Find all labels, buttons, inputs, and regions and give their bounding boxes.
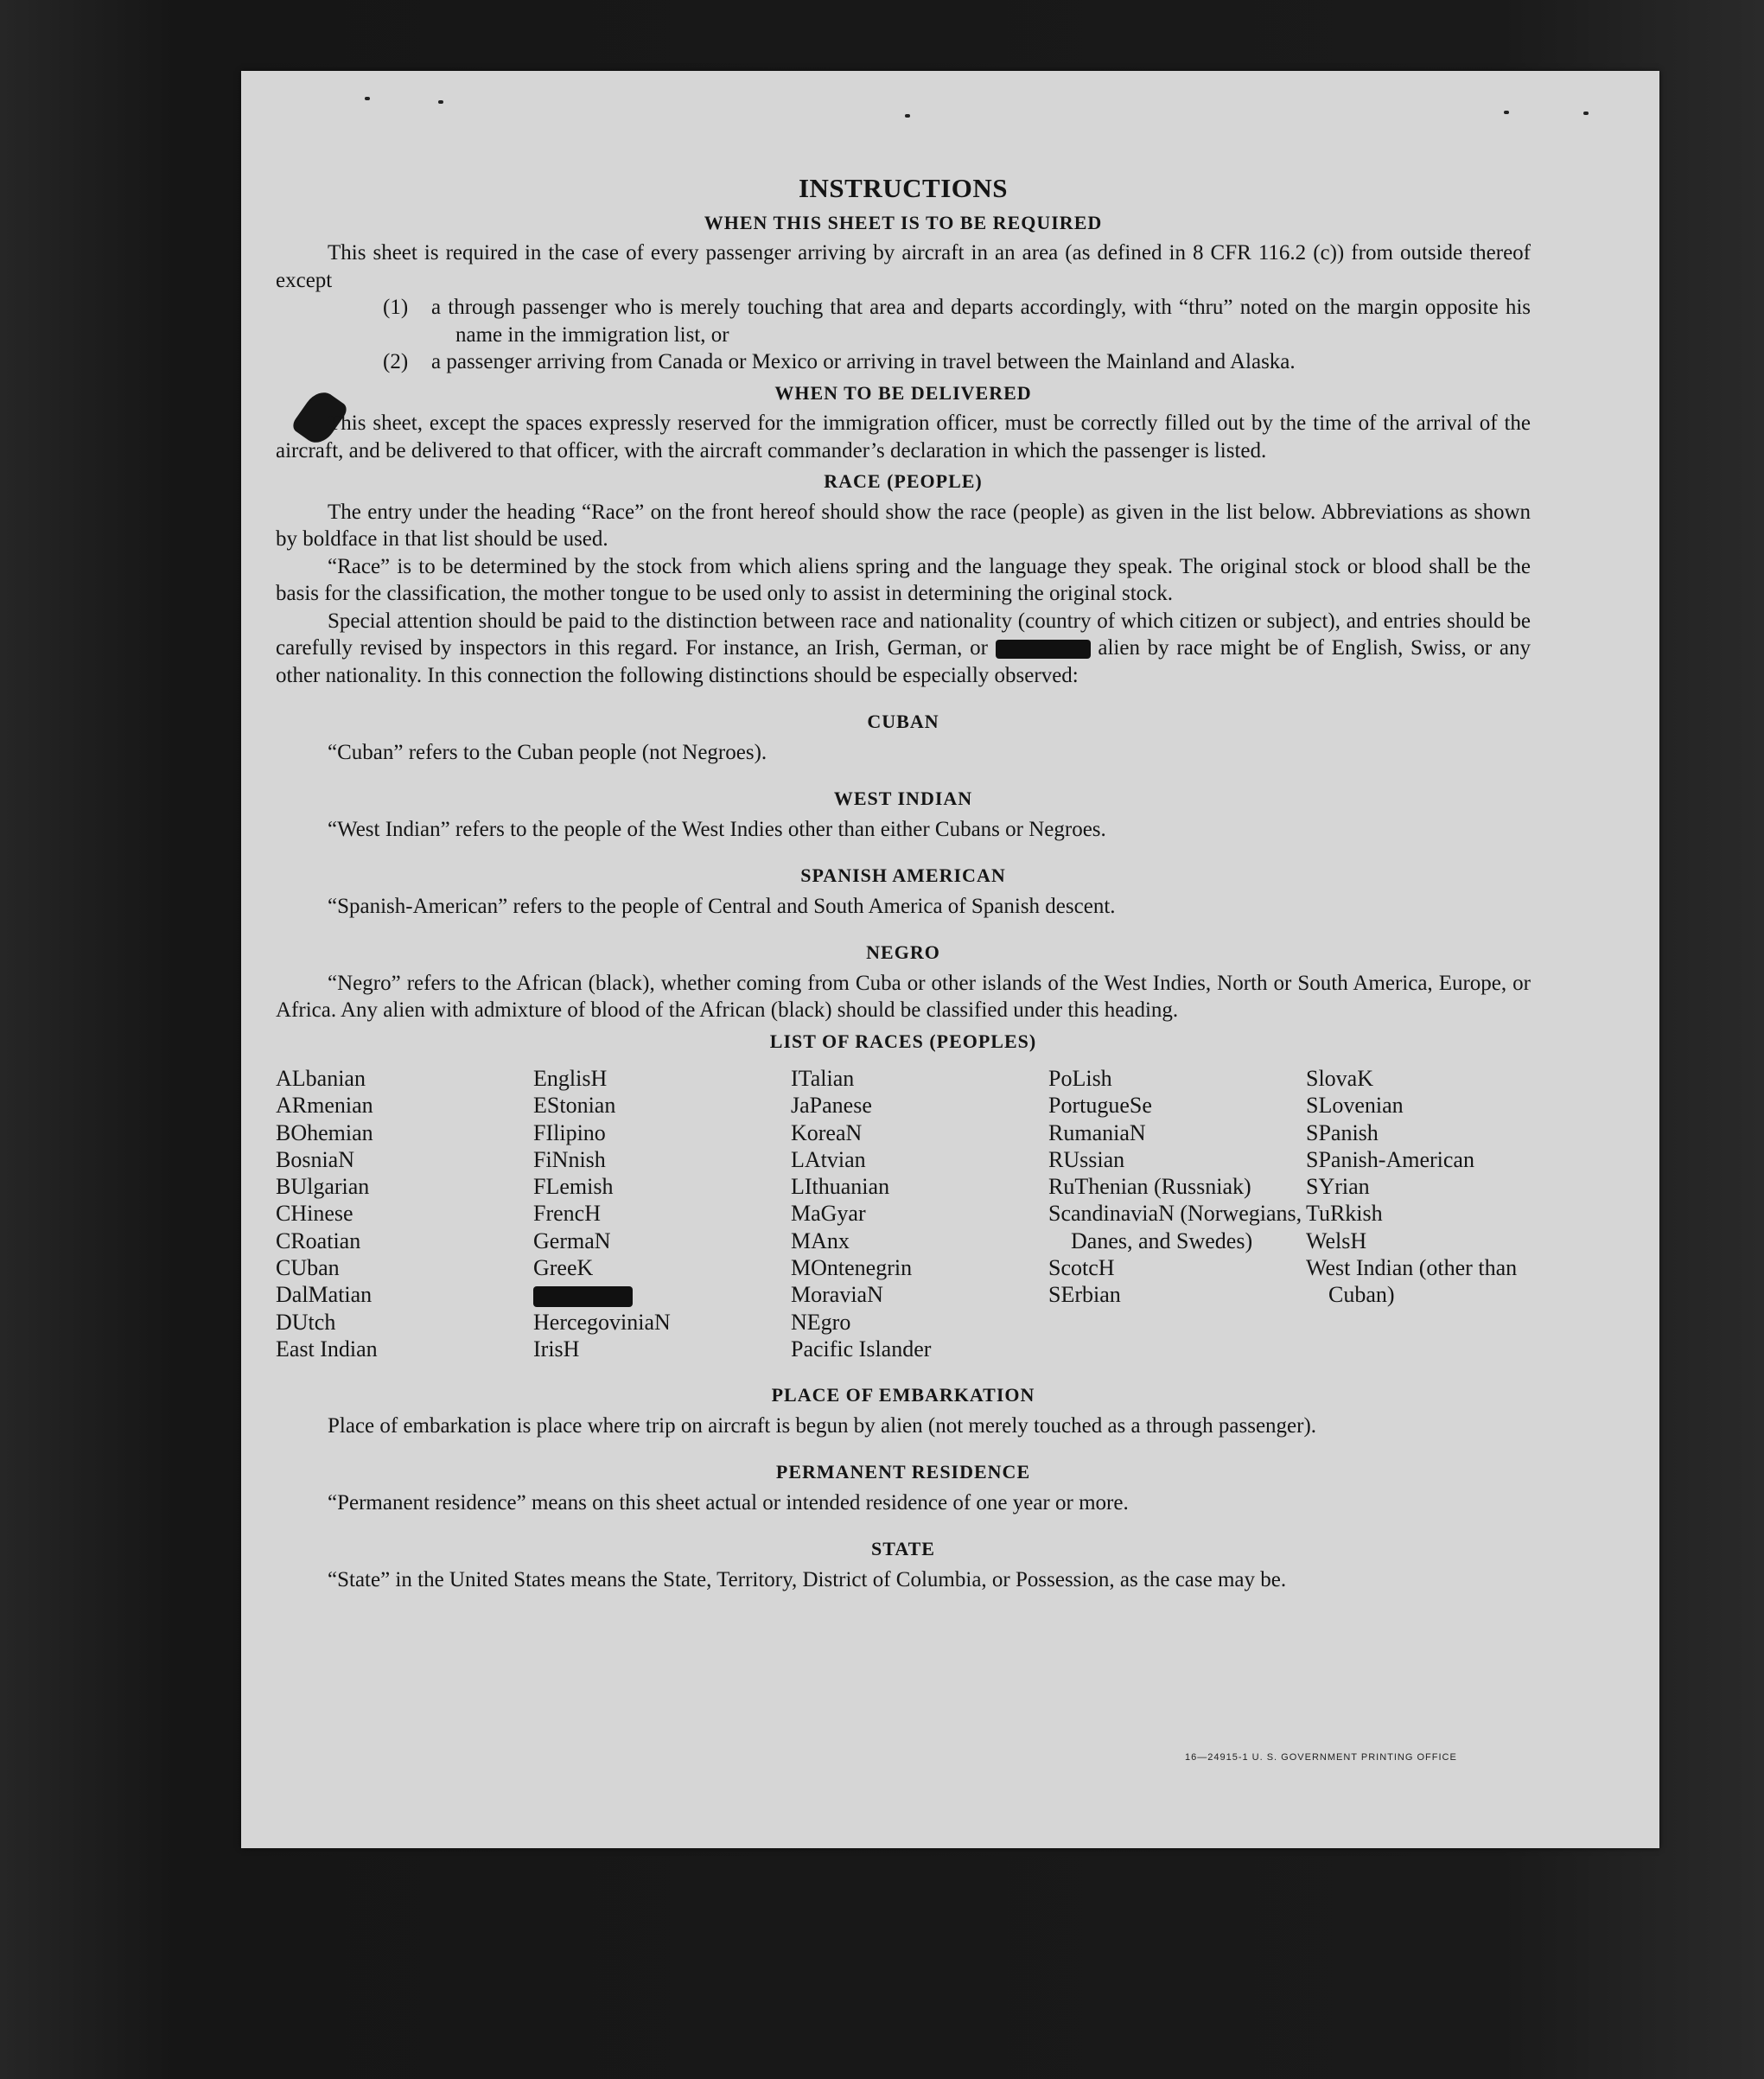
race-entry: ITalian: [791, 1066, 855, 1091]
race-entry: SErbian: [1048, 1282, 1121, 1308]
race-entry: LAtvian: [791, 1146, 866, 1172]
heading-negro: NEGRO: [866, 941, 940, 963]
race-paragraph-2: “Race” is to be determined by the stock from which aliens spring and the language they speak. The original stock or blood shall be the basis for the classification, the mother tongue to be used only to assist in determining the original stock.: [276, 554, 1531, 605]
heading-when-required: WHEN THIS SHEET IS TO BE REQUIRED: [704, 211, 1103, 233]
races-list: [276, 1065, 1531, 1362]
race-entry: DalMatian: [276, 1282, 373, 1308]
race-entry: MoraviaN: [791, 1282, 883, 1308]
race-entry: MaGyar: [791, 1201, 866, 1227]
exception-item-2: [276, 348, 1531, 376]
cuban-text: “Cuban” refers to the Cuban people (not Negroes).: [328, 740, 767, 764]
race-paragraph-1: The entry under the heading “Race” on the front hereof should show the race (people) as given in the list below. Abbreviations as shown by boldface in that list should be used.: [276, 500, 1531, 551]
race-entry: West Indian (other than Cuban): [1306, 1255, 1518, 1308]
race-entry: LIthuanian: [791, 1174, 890, 1200]
race-paragraph-3: [276, 608, 1531, 690]
redaction-mark: [996, 640, 1091, 659]
race-entry: SlovaK: [1306, 1066, 1373, 1091]
heading-west-indian: WEST INDIAN: [833, 788, 973, 809]
race-entry: GreeK: [533, 1255, 594, 1281]
speck: [438, 100, 443, 104]
race-entry: ARmenian: [276, 1093, 373, 1119]
races-column-2: [533, 1065, 791, 1362]
race-entry: MOntenegrin: [791, 1255, 913, 1281]
race-entry: FrencH: [533, 1201, 601, 1227]
spanish-american-text: “Spanish-American” refers to the people of Central and South America of Spanish descent.: [328, 894, 1116, 918]
when-required-intro: This sheet is required in the case of every passenger arriving by aircraft in an area (as defined in 8 CFR 116.2 (c)) from outside thereof except: [276, 241, 1531, 292]
race-entry: EStonian: [533, 1093, 616, 1119]
sheet-content: [276, 175, 1531, 1593]
heading-place-of-embarkation: PLACE OF EMBARKATION: [771, 1384, 1035, 1406]
race-entry: FiNnish: [533, 1146, 606, 1172]
race-entry: CUban: [276, 1255, 340, 1281]
race-entry: JaPanese: [791, 1093, 872, 1119]
races-column-3: [791, 1065, 1048, 1362]
race-entry: SPanish: [1306, 1119, 1379, 1145]
race-entry: BosniaN: [276, 1146, 354, 1172]
race-entry: SLovenian: [1306, 1093, 1404, 1119]
speck: [1583, 112, 1589, 115]
heading-cuban: CUBAN: [867, 711, 939, 732]
west-indian-text: “West Indian” refers to the people of the West Indies other than either Cubans or Negroes.: [328, 817, 1106, 841]
state-text: “State” in the United States means the State, Territory, District of Columbia, or Possession, as the case may be.: [328, 1567, 1287, 1591]
race-entry: SPanish-American: [1306, 1146, 1474, 1172]
race-entry: HercegoviniaN: [533, 1309, 671, 1335]
race-entry: ScotcH: [1048, 1255, 1115, 1281]
races-column-4: [1048, 1065, 1306, 1362]
race-entry: EnglisH: [533, 1066, 608, 1091]
race-entry: BUlgarian: [276, 1174, 370, 1200]
race-entry: MAnx: [791, 1228, 850, 1253]
race-entry: DUtch: [276, 1309, 336, 1335]
printing-office-code: 16—24915-1 U. S. GOVERNMENT PRINTING OFFICE: [1185, 1752, 1457, 1763]
race-entry: FIlipino: [533, 1119, 606, 1145]
race-entry: RumaniaN: [1048, 1119, 1146, 1145]
speck: [365, 97, 370, 100]
heading-when-delivered: WHEN TO BE DELIVERED: [774, 381, 1032, 404]
race-entry: RUssian: [1048, 1146, 1125, 1172]
instruction-sheet: [241, 71, 1659, 1848]
race-entry: Pacific Islander: [791, 1336, 932, 1362]
embarkation-text: Place of embarkation is place where trip on aircraft is begun by alien (not merely touched as a through passenger).: [328, 1413, 1317, 1438]
race-entry: GermaN: [533, 1228, 611, 1253]
speck: [1504, 111, 1509, 114]
race-paragraph-3-end: alien by race might be of English, Swiss, or any other nationality. In this connection the following distinctions should be especially observed:: [276, 636, 1532, 687]
heading-race: RACE (PEOPLE): [824, 470, 983, 492]
race-entry: CHinese: [276, 1201, 353, 1227]
exception-number-2: (2): [383, 350, 409, 373]
when-delivered-text: This sheet, except the spaces expressly reserved for the immigration officer, must be correctly filled out by the time of the arrival of the aircraft, and be delivered to that officer, with the aircraft commander’s declaration in which the passenger is listed.: [276, 411, 1531, 462]
exception-number-1: (1): [383, 296, 409, 319]
race-entry-redacted: [533, 1281, 791, 1308]
race-entry: East Indian: [276, 1336, 378, 1362]
race-entry: RuThenian (Russniak): [1048, 1174, 1251, 1200]
speck: [905, 114, 910, 118]
page-title: INSTRUCTIONS: [798, 173, 1008, 203]
redaction-mark: [533, 1286, 633, 1307]
race-entry: PoLish: [1048, 1066, 1112, 1091]
race-entry: NEgro: [791, 1309, 851, 1335]
race-entry: PortugueSe: [1048, 1093, 1152, 1119]
residence-text: “Permanent residence” means on this sheet actual or intended residence of one year or more.: [328, 1490, 1129, 1515]
heading-state: STATE: [871, 1538, 935, 1560]
races-column-1: [276, 1065, 533, 1362]
race-entry: ScandinaviaN (Norwegians, Danes, and Swedes): [1048, 1201, 1302, 1253]
race-paragraph-3-start: Special attention should be paid to the distinction between race and nationality (country of which citizen or subject), and entries should be carefully revised by inspectors in this regard. For instance, an Irish, German, or: [276, 609, 1531, 660]
race-entry: WelsH: [1306, 1228, 1367, 1253]
heading-permanent-residence: PERMANENT RESIDENCE: [775, 1461, 1031, 1483]
race-entry: CRoatian: [276, 1228, 361, 1253]
race-entry: KoreaN: [791, 1119, 863, 1145]
races-column-5: [1306, 1065, 1531, 1362]
exception-text-1: a through passenger who is merely touching that area and departs accordingly, with “thru” noted on the margin opposite his name in the immigration list, or: [431, 296, 1531, 347]
heading-list-of-races: LIST OF RACES (PEOPLES): [769, 1030, 1037, 1052]
race-entry: SYrian: [1306, 1174, 1370, 1200]
race-entry: ALbanian: [276, 1066, 366, 1091]
heading-spanish-american: SPANISH AMERICAN: [800, 864, 1006, 886]
race-entry: FLemish: [533, 1174, 614, 1200]
race-entry: IrisH: [533, 1336, 580, 1362]
race-entry: TuRkish: [1306, 1201, 1383, 1227]
exception-item-1: [276, 294, 1531, 348]
exception-text-2: a passenger arriving from Canada or Mexico or arriving in travel between the Mainland and Alaska.: [431, 350, 1296, 373]
race-entry: BOhemian: [276, 1119, 373, 1145]
negro-text: “Negro” refers to the African (black), whether coming from Cuba or other islands of the West Indies, North or South America, Europe, or Africa. Any alien with admixture of blood of the African (black) should be classified under this heading.: [276, 971, 1531, 1022]
